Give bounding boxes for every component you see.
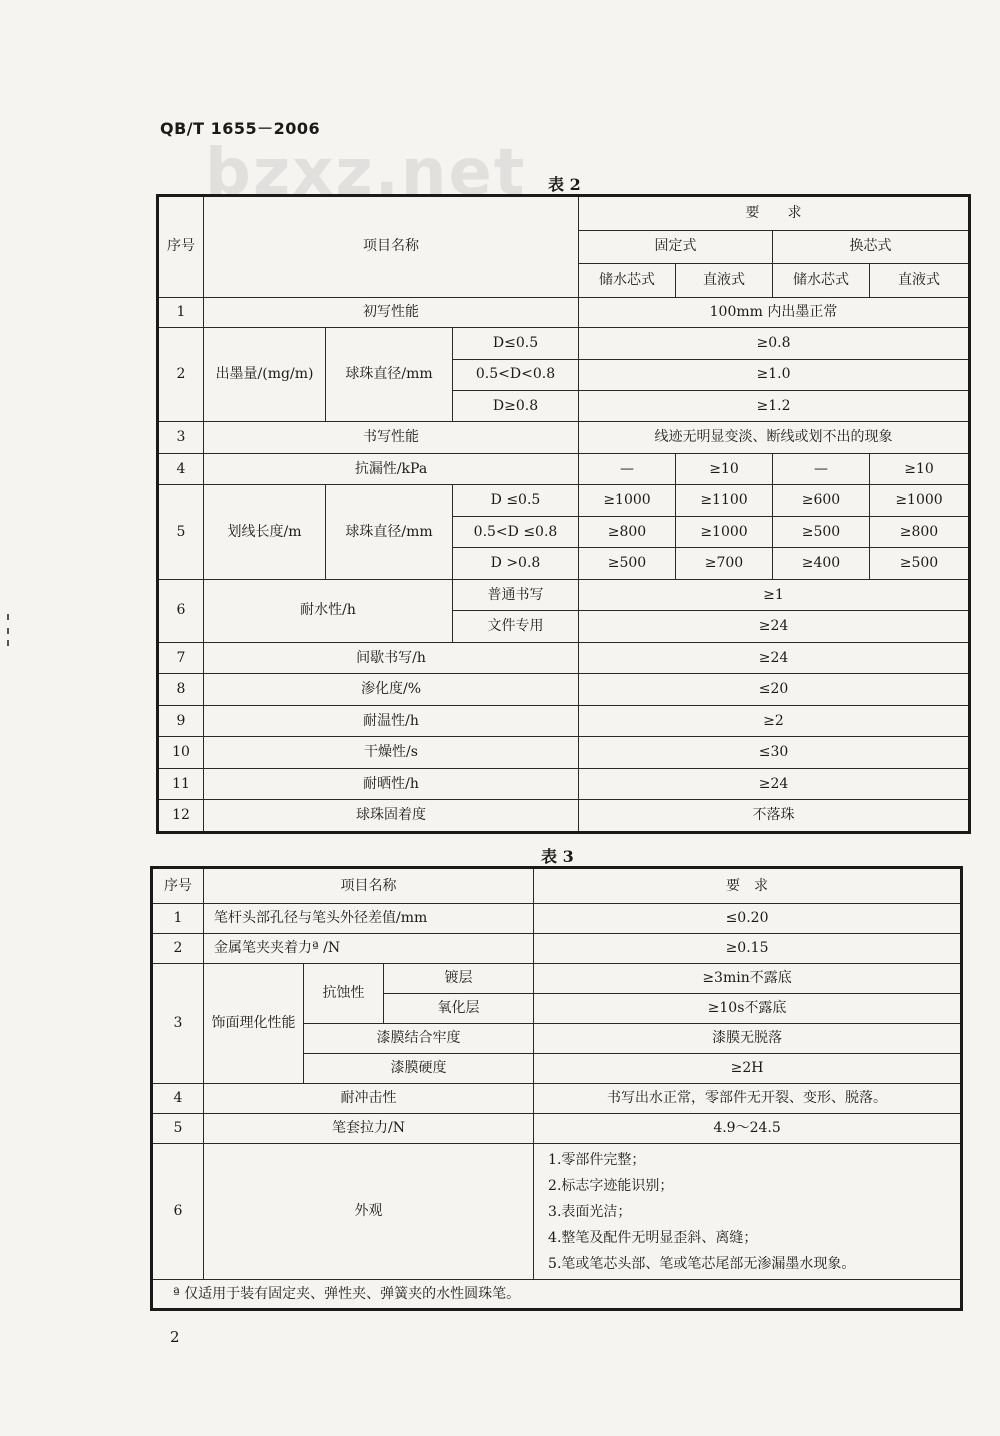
watermark: bzxz.net [205, 136, 527, 210]
requirement-value: ≥10 [870, 453, 970, 484]
table-row [152, 1084, 962, 1114]
header-refill: 换芯式 [773, 230, 970, 264]
row-number: 5 [152, 1114, 204, 1144]
header-direct: 直液式 [870, 264, 970, 298]
item-name: 干燥性/s [204, 737, 579, 768]
table2 [156, 194, 971, 834]
item-name: 笔套拉力/N [204, 1114, 534, 1144]
table-row [158, 674, 970, 705]
row-number: 1 [152, 904, 204, 934]
requirement-value: ≥800 [579, 516, 676, 547]
requirement-value: ≤30 [579, 737, 970, 768]
standard-code: QB/T 1655－2006 [160, 119, 321, 138]
condition: D >0.8 [453, 548, 579, 579]
table2-caption: 表 2 [548, 175, 581, 194]
row-number: 11 [158, 768, 204, 799]
item-name: 书写性能 [204, 422, 579, 453]
item-name: 耐水性/h [204, 579, 453, 642]
footnote: ª 仅适用于装有固定夹、弹性夹、弹簧夹的水性圆珠笔。 [152, 1280, 962, 1310]
condition: D≥0.8 [453, 391, 579, 422]
header-item: 项目名称 [204, 196, 579, 298]
list-item: 4.整笔及配件无明显歪斜、离缝； [548, 1229, 758, 1246]
item-name: 耐晒性/h [204, 768, 579, 799]
item-name: 间歇书写/h [204, 642, 579, 673]
row-number: 4 [158, 453, 204, 484]
requirement-value: ≥0.8 [579, 328, 970, 359]
requirement-value: ≥700 [676, 548, 773, 579]
condition: 0.5<D ≤0.8 [453, 516, 579, 547]
requirement-value: ≥500 [773, 516, 870, 547]
item-name: 耐冲击性 [204, 1084, 534, 1114]
sub-item-name: 普通书写 [453, 579, 579, 610]
header-direct: 直液式 [676, 264, 773, 298]
table3 [150, 866, 963, 1311]
item-name: 金属笔夹夹着力ª /N [204, 934, 534, 964]
header-seq: 序号 [152, 868, 204, 904]
row-number: 2 [158, 328, 204, 422]
table-row [152, 1114, 962, 1144]
item-name: 笔杆头部孔径与笔头外径差值/mm [204, 904, 534, 934]
requirement-value: ≥1100 [676, 485, 773, 516]
edge-mark [7, 628, 9, 634]
table-row [158, 768, 970, 799]
appearance-requirements [534, 1144, 962, 1280]
requirement-value: ≥10 [676, 453, 773, 484]
condition: D≤0.5 [453, 328, 579, 359]
condition: D ≤0.5 [453, 485, 579, 516]
requirement-value: ≥600 [773, 485, 870, 516]
row-number: 8 [158, 674, 204, 705]
item-name: 渗化度/% [204, 674, 579, 705]
sub-item-name: 氧化层 [384, 994, 534, 1024]
table-row [152, 964, 962, 994]
list-item: 1.零部件完整； [548, 1151, 646, 1168]
list-item: 2.标志字迹能识别； [548, 1177, 674, 1194]
row-number: 3 [152, 964, 204, 1084]
table-row [158, 642, 970, 673]
table-row [158, 328, 970, 359]
item-name: 球珠固着度 [204, 800, 579, 833]
row-number: 5 [158, 485, 204, 579]
requirement-value: ≥1 [579, 579, 970, 610]
row-number: 3 [158, 422, 204, 453]
edge-mark [7, 640, 9, 646]
sub-item-name: 球珠直径/mm [326, 485, 453, 579]
table-row [152, 934, 962, 964]
requirement-value: 书写出水正常，零部件无开裂、变形、脱落。 [534, 1084, 962, 1114]
requirement-value: ≥3min不露底 [534, 964, 962, 994]
sub-item-name: 文件专用 [453, 611, 579, 642]
table-row [152, 904, 962, 934]
requirement-value: ≥24 [579, 611, 970, 642]
row-number: 10 [158, 737, 204, 768]
header-seq: 序号 [158, 196, 204, 298]
item-name: 抗漏性/kPa [204, 453, 579, 484]
requirement-value: — [579, 453, 676, 484]
requirement-value: ≥10s不露底 [534, 994, 962, 1024]
row-number: 12 [158, 800, 204, 833]
item-name: 出墨量/(mg/m) [204, 328, 326, 422]
requirement-value: ≥1.2 [579, 391, 970, 422]
requirement-value: ≥400 [773, 548, 870, 579]
row-number: 7 [158, 642, 204, 673]
requirement-value: ≥500 [870, 548, 970, 579]
requirement-value: ≥24 [579, 768, 970, 799]
table-row [158, 485, 970, 516]
requirement-value: 线迹无明显变淡、断线或划不出的现象 [579, 422, 970, 453]
sub-item-name: 漆膜硬度 [304, 1054, 534, 1084]
table-row [158, 453, 970, 484]
footnote-row [152, 1280, 962, 1310]
sub-item-name: 漆膜结合牢度 [304, 1024, 534, 1054]
header-reservoir: 储水芯式 [773, 264, 870, 298]
requirement-value: ≥500 [579, 548, 676, 579]
list-item: 3.表面光洁； [548, 1203, 632, 1220]
requirement-value: ≤0.20 [534, 904, 962, 934]
requirement-value: 4.9～24.5 [534, 1114, 962, 1144]
item-name: 外观 [204, 1144, 534, 1280]
requirement-value: ≥24 [579, 642, 970, 673]
requirement-value: ≥1000 [579, 485, 676, 516]
table2-header-row [158, 196, 970, 231]
requirement-value: ≥2H [534, 1054, 962, 1084]
requirement-value: ≥1000 [676, 516, 773, 547]
header-reservoir: 储水芯式 [579, 264, 676, 298]
requirement-value: 漆膜无脱落 [534, 1024, 962, 1054]
row-number: 6 [158, 579, 204, 642]
condition: 0.5<D<0.8 [453, 359, 579, 390]
row-number: 6 [152, 1144, 204, 1280]
header-requirement: 要 求 [579, 196, 970, 231]
edge-mark [7, 614, 9, 620]
table-row [152, 1144, 962, 1280]
table-row [158, 422, 970, 453]
row-number: 2 [152, 934, 204, 964]
table3-header-row [152, 868, 962, 904]
sub-item-name: 球珠直径/mm [326, 328, 453, 422]
table-row [158, 800, 970, 833]
item-name: 饰面理化性能 [204, 964, 304, 1084]
header-item: 项目名称 [204, 868, 534, 904]
page-number: 2 [170, 1328, 180, 1346]
sub-item-name: 镀层 [384, 964, 534, 994]
item-name: 初写性能 [204, 297, 579, 327]
requirement-value: ≥2 [579, 705, 970, 736]
requirement-value: ≤20 [579, 674, 970, 705]
table-row [158, 579, 970, 610]
row-number: 1 [158, 297, 204, 327]
sub-item-name: 抗蚀性 [304, 964, 384, 1024]
header-fixed: 固定式 [579, 230, 773, 264]
requirement-value: ≥800 [870, 516, 970, 547]
table3-caption: 表 3 [541, 847, 574, 866]
table-row [158, 737, 970, 768]
table-row [158, 297, 970, 327]
requirement-value: — [773, 453, 870, 484]
requirement-value: 100mm 内出墨正常 [579, 297, 970, 327]
list-item: 5.笔或笔芯头部、笔或笔芯尾部无渗漏墨水现象。 [548, 1255, 856, 1272]
requirement-value: 不落珠 [579, 800, 970, 833]
table-row [158, 705, 970, 736]
row-number: 9 [158, 705, 204, 736]
row-number: 4 [152, 1084, 204, 1114]
header-requirement: 要 求 [534, 868, 962, 904]
requirement-value: ≥1000 [870, 485, 970, 516]
item-name: 耐温性/h [204, 705, 579, 736]
requirement-value: ≥1.0 [579, 359, 970, 390]
item-name: 划线长度/m [204, 485, 326, 579]
requirement-value: ≥0.15 [534, 934, 962, 964]
